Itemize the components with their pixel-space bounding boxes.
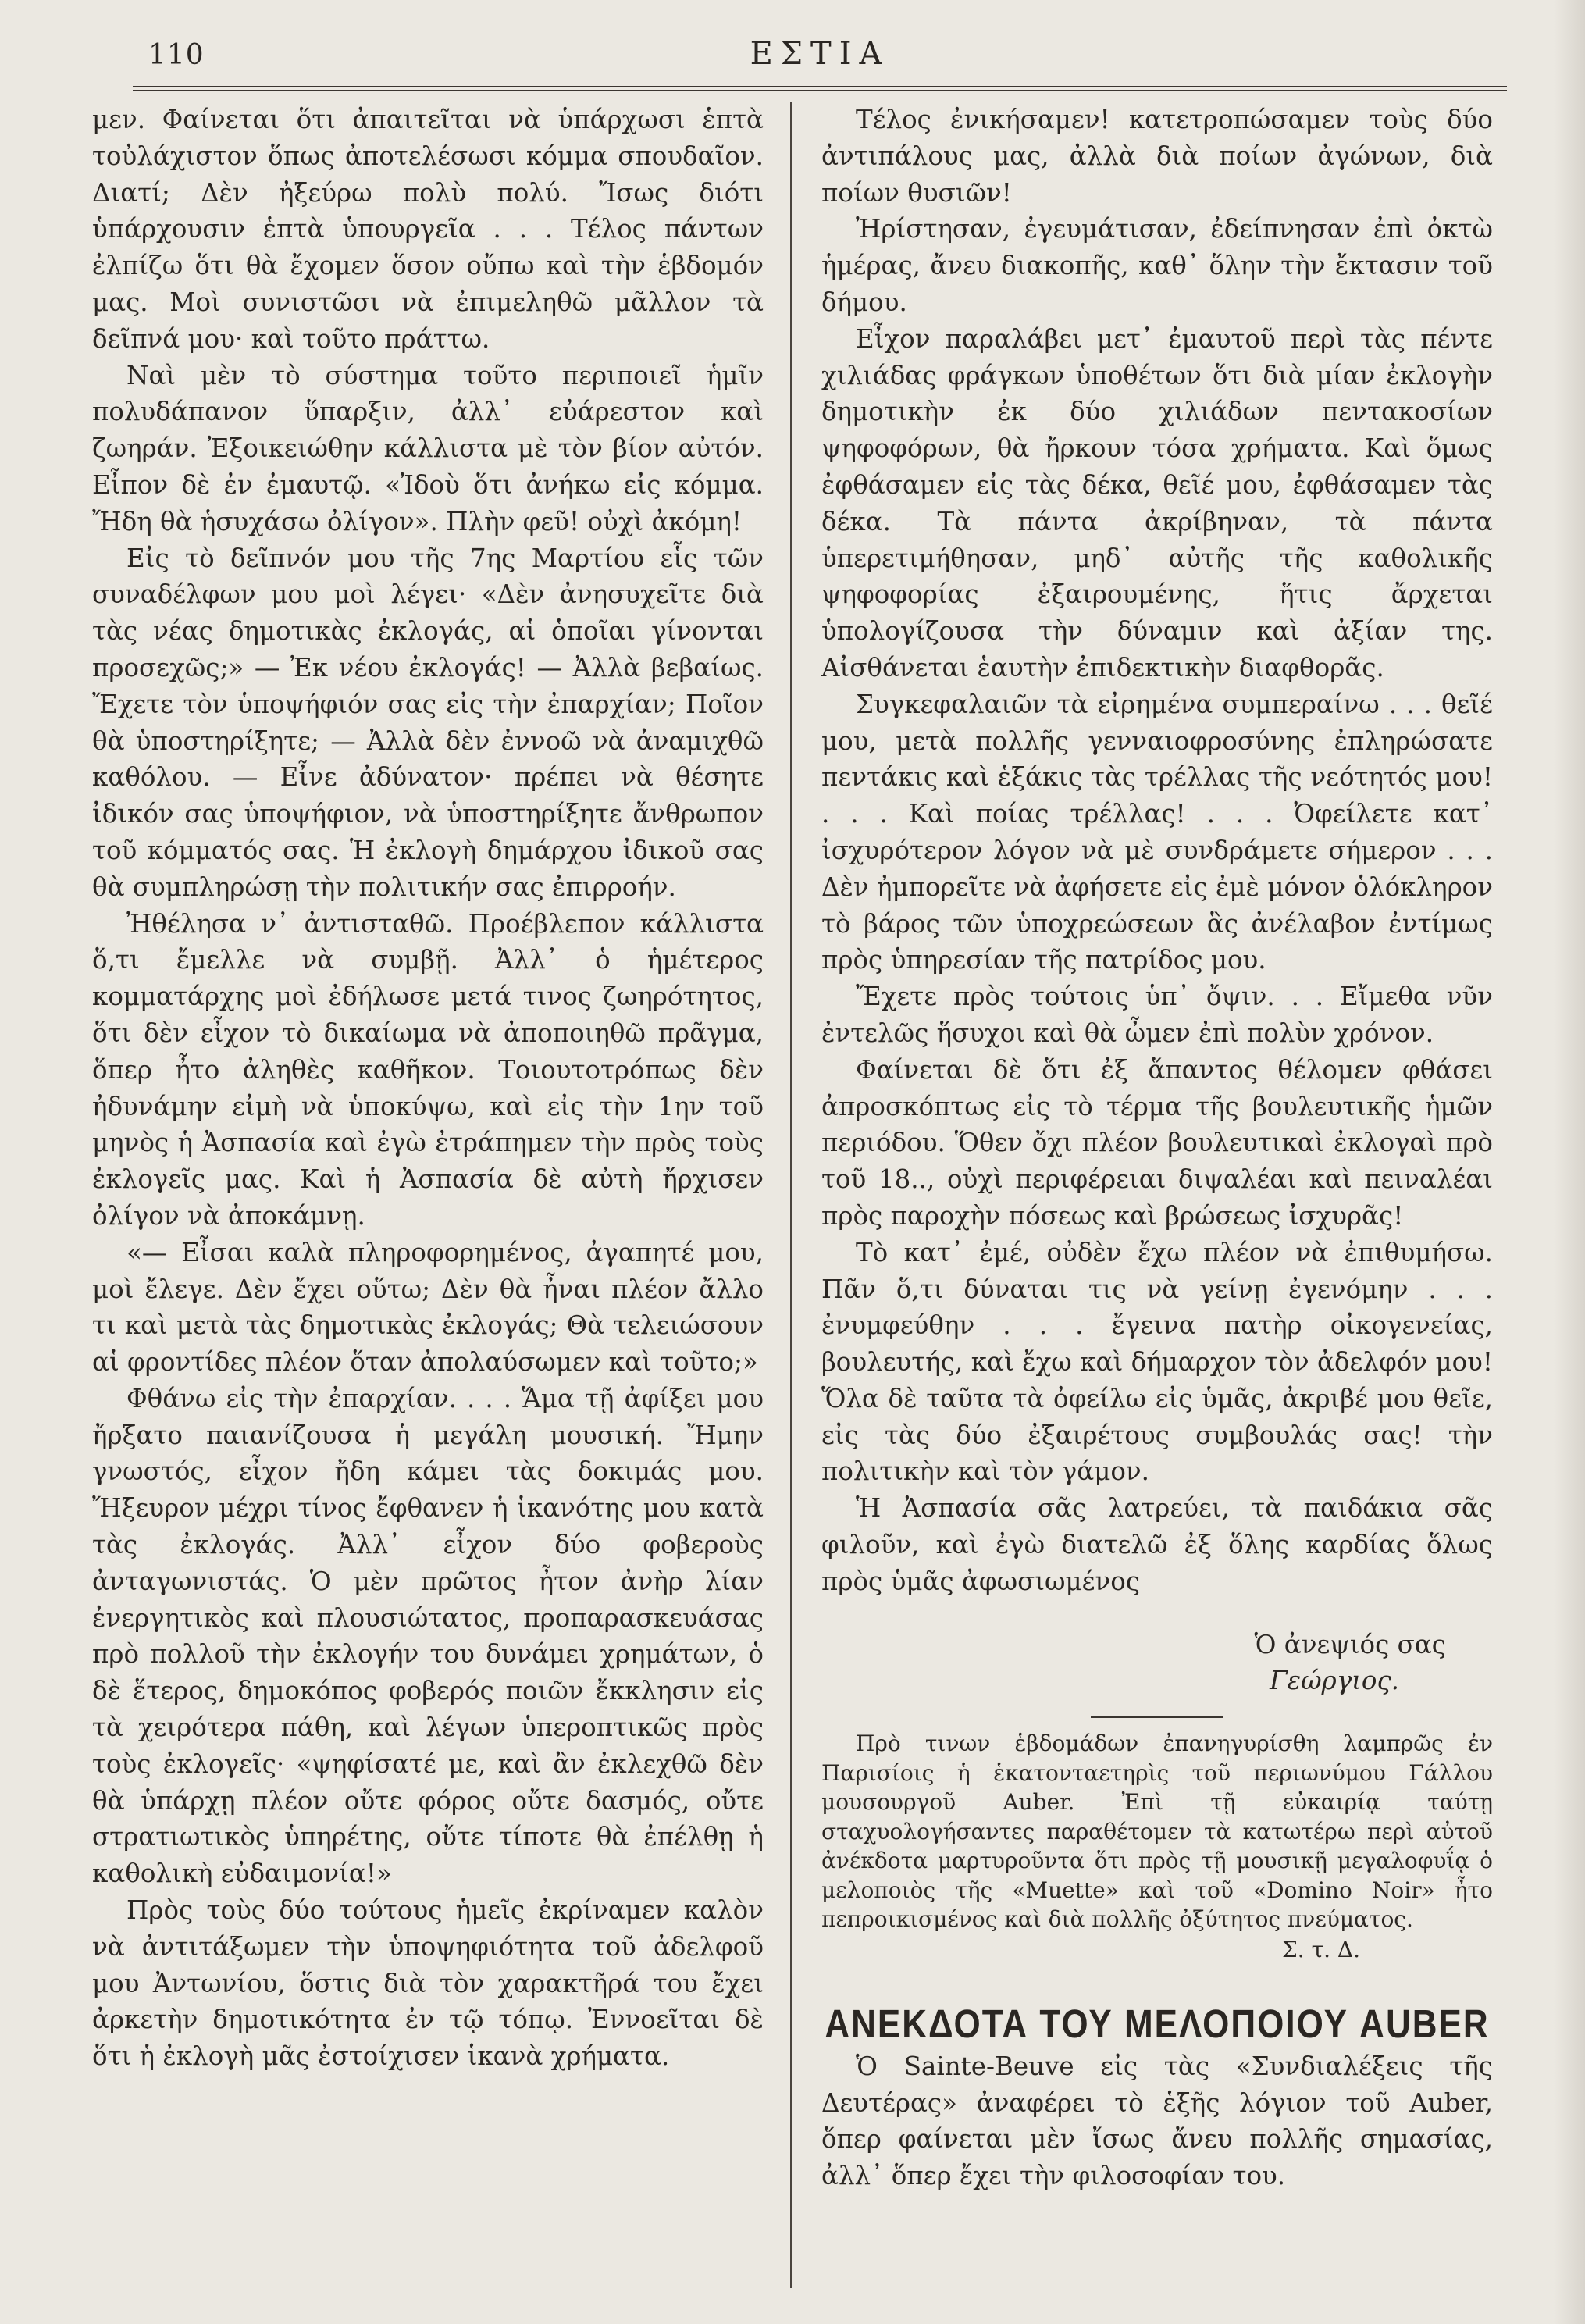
paragraph: Φαίνεται δὲ ὅτι ἐξ ἅπαντος θέλομεν φθάσει ἀπροσκόπτως εἰς τὸ τέρμα τῆς βουλευτικῆς ἡμῶν περιόδου. Ὅθεν ὄχι πλέον βουλευτικαὶ ἐκλογαὶ πρὸ τοῦ 18.., οὐχὶ περιφέρειαι διψαλέαι καὶ πειναλέαι πρὸς παροχὴν πόσεως καὶ βρώσεως ἰσχυρᾶς! — [821, 1054, 1493, 1231]
paragraph: «— Εἶσαι καλὰ πληροφορημένος, ἀγαπητέ μου, μοὶ ἔλεγε. Δὲν ἔχει οὕτω; Δὲν θὰ ἦναι πλέον ἄλλο τι καὶ μετὰ τὰς δημοτικὰς ἐκλογάς; Θὰ τελειώσουν αἱ φροντίδες πλέον ὅταν ἀπολαύσωμεν καὶ τοῦτο;» — [92, 1237, 764, 1378]
paragraph: Εἶχον παραλάβει μετ᾽ ἐμαυτοῦ περὶ τὰς πέντε χιλιάδας φράγκων ὑποθέτων ὅτι διὰ μίαν ἐκλογὴν δημοτικὴν ἐκ δύο χιλιάδων πεντακοσίων ψηφοφόρων, θὰ ἤρκουν τόσα χρήματα. Καὶ ὅμως ἐφθάσαμεν εἰς τὰς δέκα, θεῖέ μου, ἐφθάσαμεν τὰς δέκα. Τὰ πάντα ἀκρίβηναν, τὰ πάντα ὑπερετιμήθησαν, μηδ᾽ αὐτῆς τῆς καθολικῆς ψηφοφορίας ἐξαιρουμένης, ἥτις ἄρχεται ὑπολογίζουσα τὴν δύναμιν καὶ ἀξίαν της. Αἰσθάνεται ἑαυτὴν ἐπιδεκτικὴν διαφθορᾶς. — [821, 323, 1493, 683]
paragraph: Ἡ Ἀσπασία σᾶς λατρεύει, τὰ παιδάκια σᾶς φιλοῦν, καὶ ἐγὼ διατελῶ ἐξ ὅλης καρδίας ὅλως πρὸς ὑμᾶς ἀφωσιωμένος — [821, 1493, 1493, 1596]
page-header — [141, 31, 1499, 78]
paragraph: μεν. Φαίνεται ὅτι ἀπαιτεῖται νὰ ὑπάρχωσι ἑπτὰ τοὐλάχιστον ὅπως ἀποτελέσωσι κόμμα σπουδαῖον. Διατί; Δὲν ἠξεύρω πολὺ πολύ. Ἴσως διότι ὑπάρχουσιν ἑπτὰ ὑπουργεῖα . . . Τέλος πάντων ἐλπίζω ὅτι θὰ ἔχομεν ὅσον οὔπω καὶ τὴν ἑβδομόν μας. Μοὶ συνιστῶσι νὰ ἐπιμεληθῶ μᾶλλον τὰ δεῖπνά μου· καὶ τοῦτο πράττω. — [92, 105, 764, 354]
letter-signoff: Ὁ ἀνεψιός σας — [1254, 1629, 1446, 1659]
column-divider — [790, 102, 792, 2288]
editor-note: Πρὸ τινων ἑβδομάδων ἐπανηγυρίσθη λαμπρῶς ἐν Παρισίοις ἡ ἑκατονταετηρὶς τοῦ περιωνύμου Γάλλου μουσουργοῦ Auber. Ἐπὶ τῇ εὐκαιρίᾳ ταύτῃ σταχυολογήσαντες παραθέτομεν τὰ κατωτέρω περὶ αὐτοῦ ἀνέκδοτα μαρτυροῦντα ὅτι πρὸς τῇ μουσικῇ μεγαλοφυΐᾳ ὁ μελοποιὸς τῆς «Muette» καὶ τοῦ «Domino Noir» ἦτο πεπροικισμένος καὶ διὰ πολλῆς ὀξύτητος πνεύματος. — [821, 1731, 1493, 1933]
paragraph: Ἔχετε πρὸς τούτοις ὑπ᾽ ὄψιν. . . Εἴμεθα νῦν ἐντελῶς ἥσυχοι καὶ θὰ ὦμεν ἐπὶ πολὺν χρόνον. — [821, 982, 1493, 1048]
left-column — [92, 102, 764, 2075]
paragraph: Ναὶ μὲν τὸ σύστημα τοῦτο περιποιεῖ ἡμῖν πολυδάπανον ὕπαρξιν, ἀλλ᾽ εὐάρεστον καὶ ζωηράν. Ἐξοικειώθην κάλλιστα μὲ τὸν βίον αὐτόν. Εἶπον δὲ ἐν ἐμαυτῷ. «Ἰδοὺ ὅτι ἀνήκω εἰς κόμμα. Ἤδη θὰ ἡσυχάσω ὀλίγον». Πλὴν φεῦ! οὐχὶ ἀκόμη! — [92, 360, 764, 536]
header-rule — [133, 86, 1507, 91]
paragraph: Συγκεφαλαιῶν τὰ εἰρημένα συμπεραίνω . . . θεῖέ μου, μετὰ πολλῆς γενναιοφροσύνης ἐπληρώσατε πεντάκις καὶ ἑξάκις τὰς τρέλλας τῆς νεότητός μου! . . . Καὶ ποίας τρέλλας! . . . Ὀφείλετε κατ᾽ ἰσχυρότερον λόγον νὰ μὲ συνδράμετε σήμερον . . . Δὲν ἠμπορεῖτε νὰ ἀφήσετε εἰς ἐμὲ μόνον ὁλόκληρον τὸ βάρος τῶν ὑποχρεώσεων ἃς ἀνέλαβον ἐντίμως πρὸς ὑπηρεσίαν τῆς πατρίδος μου. — [821, 689, 1493, 975]
right-column — [821, 102, 1493, 2194]
page-number: 110 — [148, 39, 205, 71]
paragraph: Τέλος ἐνικήσαμεν! κατετροπώσαμεν τοὺς δύο ἀντιπάλους μας, ἀλλὰ διὰ ποίων ἀγώνων, διὰ ποίων θυσιῶν! — [821, 105, 1493, 208]
paragraph: Εἰς τὸ δεῖπνόν μου τῆς 7ης Μαρτίου εἷς τῶν συναδέλφων μου μοὶ λέγει· «Δὲν ἀνησυχεῖτε διὰ τὰς νέας δημοτικὰς ἐκλογάς, αἱ ὁποῖαι γίνονται προσεχῶς;» — Ἐκ νέου ἐκλογάς! — Ἀλλὰ βεβαίως. Ἔχετε τὸν ὑποψήφιόν σας εἰς τὴν ἐπαρχίαν; Ποῖον θὰ ὑποστηρίξητε; — Ἀλλὰ δὲν ἐννοῶ νὰ ἀναμιχθῶ καθόλου. — Εἶνε ἀδύνατον· πρέπει νὰ θέσητε ἰδικόν σας ὑποψήφιον, νὰ ὑποστηρίξητε ἄνθρωπον τοῦ κόμματός σας. Ἡ ἐκλογὴ δημάρχου ἰδικοῦ σας θὰ συμπληρώσῃ τὴν πολιτικήν σας ἐπιρροήν. — [92, 543, 764, 902]
paragraph: Ἠρίστησαν, ἐγευμάτισαν, ἐδείπνησαν ἐπὶ ὀκτὼ ἡμέρας, ἄνευ διακοπῆς, καθ᾽ ὅλην τὴν ἔκτασιν τοῦ δήμου. — [821, 214, 1493, 317]
section-rule — [1091, 1716, 1223, 1718]
paragraph: Φθάνω εἰς τὴν ἐπαρχίαν. . . . Ἅμα τῇ ἀφίξει μου ἤρξατο παιανίζουσα ἡ μεγάλη μουσική. Ἤμην γνωστός, εἶχον ἤδη κάμει τὰς δοκιμάς μου. Ἤξευρον μέχρι τίνος ἔφθανεν ἡ ἱκανότης μου κατὰ τὰς ἐκλογάς. Ἀλλ᾽ εἶχον δύο φοβεροὺς ἀνταγωνιστάς. Ὁ μὲν πρῶτος ἦτον ἀνὴρ λίαν ἐνεργητικὸς καὶ πλουσιώτατος, προπαρασκευάσας πρὸ πολλοῦ τὴν ἐκλογήν του δυνάμει χρημάτων, ὁ δὲ ἕτερος, δημοκόπος φοβερός ποιῶν ἔκκλησιν εἰς τὰ χειρότερα πάθη, καὶ λέγων ὑπεροπτικῶς πρὸς τοὺς ἐκλογεῖς· «ψηφίσατέ με, καὶ ἂν ἐκλεχθῶ δὲν θὰ ὑπάρχῃ πλέον οὔτε φόρος οὔτε δασμός, οὔτε στρατιωτικὸς ὑπηρέτης, οὔτε τίποτε θὰ ἐπέλθῃ ἡ καθολικὴ εὐδαιμονία!» — [92, 1383, 764, 1889]
running-title: ΕΣΤΙΑ — [750, 36, 890, 72]
paragraph: Ἠθέλησα ν᾽ ἀντισταθῶ. Προέβλεπον κάλλιστα ὅ,τι ἔμελλε νὰ συμβῇ. Ἀλλ᾽ ὁ ἡμέτερος κομματάρχης μοὶ ἐδήλωσε μετά τινος ζωηρότητος, ὅτι δὲν εἶχον τὸ δικαίωμα νὰ ἀποποιηθῶ πρᾶγμα, ὅπερ ἦτο ἀληθὲς καθῆκον. Τοιουτοτρόπως δὲν ἠδυνάμην εἰμὴ νὰ ὑποκύψω, καὶ εἰς τὴν 1ην τοῦ μηνὸς ἡ Ἀσπασία καὶ ἐγὼ ἐτράπημεν τὴν πρὸς τοὺς ἐκλογεῖς μας. Καὶ ἡ Ἀσπασία δὲ αὐτὴ ἤρχισεν ὀλίγον νὰ ἀποκάμνῃ. — [92, 908, 764, 1231]
article-title: ΑΝΕΚΔΟΤΑ ΤΟΥ ΜΕΛΟΠΟΙΟΥ AUBER — [825, 2002, 1490, 2047]
article-paragraph: Ὁ Sainte-Beuve εἰς τὰς «Συνδιαλέξεις τῆς Δευτέρας» ἀναφέρει τὸ ἑξῆς λόγιον τοῦ Auber, ὅπερ φαίνεται μὲν ἴσως ἄνευ πολλῆς σημασίας, ἀλλ᾽ ὅπερ ἔχει τὴν φιλοσοφίαν του. — [821, 2051, 1493, 2191]
paragraph: Πρὸς τοὺς δύο τούτους ἡμεῖς ἐκρίναμεν καλὸν νὰ ἀντιτάξωμεν τὴν ὑποψηφιότητα τοῦ ἀδελφοῦ μου Ἀντωνίου, ὅστις διὰ τὸν χαρακτῆρά του ἔχει ἀρκετὴν δημοτικότητα ἐν τῷ τόπῳ. Ἐννοεῖται δὲ ὅτι ἡ ἐκλογὴ μᾶς ἐστοίχισεν ἱκανὰ χρήματα. — [92, 1895, 764, 2072]
paragraph: Τὸ κατ᾽ ἐμέ, οὐδὲν ἔχω πλέον νὰ ἐπιθυμήσω. Πᾶν ὅ,τι δύναται τις νὰ γείνῃ ἐγενόμην . . . ἐνυμφεύθην . . . ἔγεινα πατὴρ οἰκογενείας, βουλευτής, καὶ ἔχω καὶ δήμαρχον τὸν ἀδελφόν μου! Ὅλα δὲ ταῦτα τὰ ὀφείλω εἰς ὑμᾶς, ἀκριβέ μου θεῖε, εἰς τὰς δύο ἐξαιρέτους συμβουλάς σας! τὴν πολιτικὴν καὶ τὸν γάμον. — [821, 1237, 1493, 1487]
page-edge-shadow — [1554, 0, 1585, 2324]
letter-signature: Γεώργιος. — [1270, 1666, 1399, 1696]
editor-note-signature: Σ. τ. Δ. — [1281, 1936, 1360, 1962]
